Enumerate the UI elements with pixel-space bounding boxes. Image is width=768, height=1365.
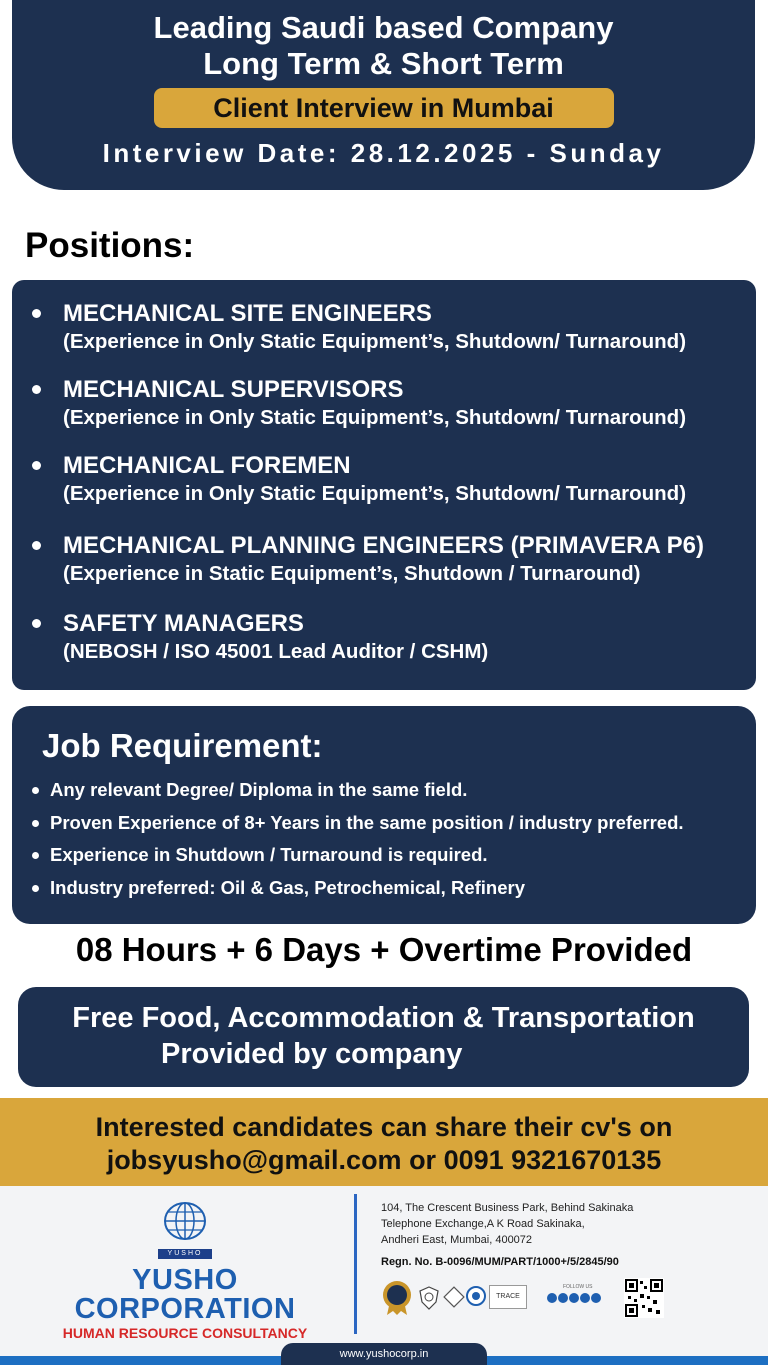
position-description: (Experience in Only Static Equipment’s, Shutdown/ Turnaround) <box>63 330 687 353</box>
position-item <box>32 452 756 508</box>
requirement-text: Proven Experience of 8+ Years in the same position / industry preferred. <box>50 811 684 833</box>
position-description: (Experience in Static Equipment’s, Shutdown / Turnaround) <box>63 562 641 585</box>
position-description: (NEBOSH / ISO 45001 Lead Auditor / CSHM) <box>63 640 489 663</box>
requirement-text: Experience in Shutdown / Turnaround is required. <box>50 844 488 865</box>
position-item <box>32 376 756 432</box>
bullet-icon <box>32 309 41 318</box>
requirement-item <box>32 774 756 807</box>
company-name-line2: CORPORATION <box>74 1293 296 1325</box>
globe-icon <box>160 1200 210 1242</box>
bullet-icon <box>32 461 41 470</box>
requirement-item <box>32 839 756 872</box>
bullet-icon <box>32 541 41 550</box>
address-line: Telephone Exchange,A K Road Sakinaka, <box>381 1218 585 1230</box>
requirement-text: Any relevant Degree/ Diploma in the same field. <box>50 779 468 800</box>
requirements-title: Job Requirement: <box>42 727 323 764</box>
bullet-icon <box>32 885 39 892</box>
headline-term: Long Term & Short Term <box>203 46 564 81</box>
benefits-provider: Provided by company <box>161 1038 463 1070</box>
bullet-icon <box>32 787 39 794</box>
position-name: MECHANICAL PLANNING ENGINEERS (PRIMAVERA P6) <box>63 532 704 559</box>
requirements-list <box>12 774 756 904</box>
diamond-badge-icon <box>443 1286 465 1308</box>
header-banner <box>12 0 755 190</box>
circle-badge-icon <box>465 1285 487 1307</box>
position-name: MECHANICAL FOREMEN <box>63 452 351 479</box>
website-link[interactable]: www.yushocorp.in <box>281 1343 487 1365</box>
registration-number: Regn. No. B-0096/MUM/PART/1000+/5/2845/90 <box>381 1256 619 1268</box>
award-badge-icon <box>381 1280 413 1316</box>
company-name: YUSHO <box>132 1264 238 1296</box>
qr-code-icon[interactable] <box>624 1278 664 1318</box>
address-line: 104, The Crescent Business Park, Behind Sakinaka <box>381 1202 634 1214</box>
position-name: SAFETY MANAGERS <box>63 610 304 637</box>
logo-tag: YUSHO <box>158 1249 212 1259</box>
address-line: Andheri East, Mumbai, 400072 <box>381 1234 533 1246</box>
company-tagline: HUMAN RESOURCE CONSULTANCY <box>62 1325 308 1341</box>
position-item <box>32 300 756 356</box>
requirement-item <box>32 872 756 905</box>
contact-banner <box>0 1098 768 1186</box>
bullet-icon <box>32 820 39 827</box>
contact-intro: Interested candidates can share their cv's on <box>95 1112 673 1142</box>
positions-panel <box>12 280 756 690</box>
headline-company: Leading Saudi based Company <box>153 10 614 45</box>
shield-icon <box>419 1286 439 1310</box>
footer-divider <box>354 1194 357 1334</box>
trace-badge: TRACE <box>489 1285 527 1309</box>
social-label: FOLLOW US <box>563 1284 593 1290</box>
social-icons[interactable] <box>546 1292 602 1304</box>
position-name: MECHANICAL SITE ENGINEERS <box>63 300 432 327</box>
positions-title: Positions: <box>25 226 195 265</box>
interview-location-badge: Client Interview in Mumbai <box>154 88 614 128</box>
benefits-panel <box>18 987 749 1087</box>
position-description: (Experience in Only Static Equipment’s, Shutdown/ Turnaround) <box>63 406 687 429</box>
requirements-panel <box>12 706 756 924</box>
bullet-icon <box>32 619 41 628</box>
position-description: (Experience in Only Static Equipment’s, Shutdown/ Turnaround) <box>63 482 687 505</box>
position-item <box>32 532 756 588</box>
bullet-icon <box>32 852 39 859</box>
contact-details[interactable]: jobsyusho@gmail.com or 0091 9321670135 <box>106 1145 662 1175</box>
benefits-line: Free Food, Accommodation & Transportation <box>72 1002 695 1034</box>
footer <box>0 1186 768 1365</box>
company-logo <box>60 1200 310 1343</box>
company-address <box>381 1200 751 1248</box>
position-name: MECHANICAL SUPERVISORS <box>63 376 404 403</box>
interview-date: Interview Date: 28.12.2025 - Sunday <box>102 138 665 168</box>
position-item <box>32 610 756 666</box>
bullet-icon <box>32 385 41 394</box>
requirement-item <box>32 807 756 840</box>
requirement-text: Industry preferred: Oil & Gas, Petrochemical, Refinery <box>50 876 525 898</box>
positions-list <box>12 280 756 666</box>
working-hours: 08 Hours + 6 Days + Overtime Provided <box>75 931 693 968</box>
